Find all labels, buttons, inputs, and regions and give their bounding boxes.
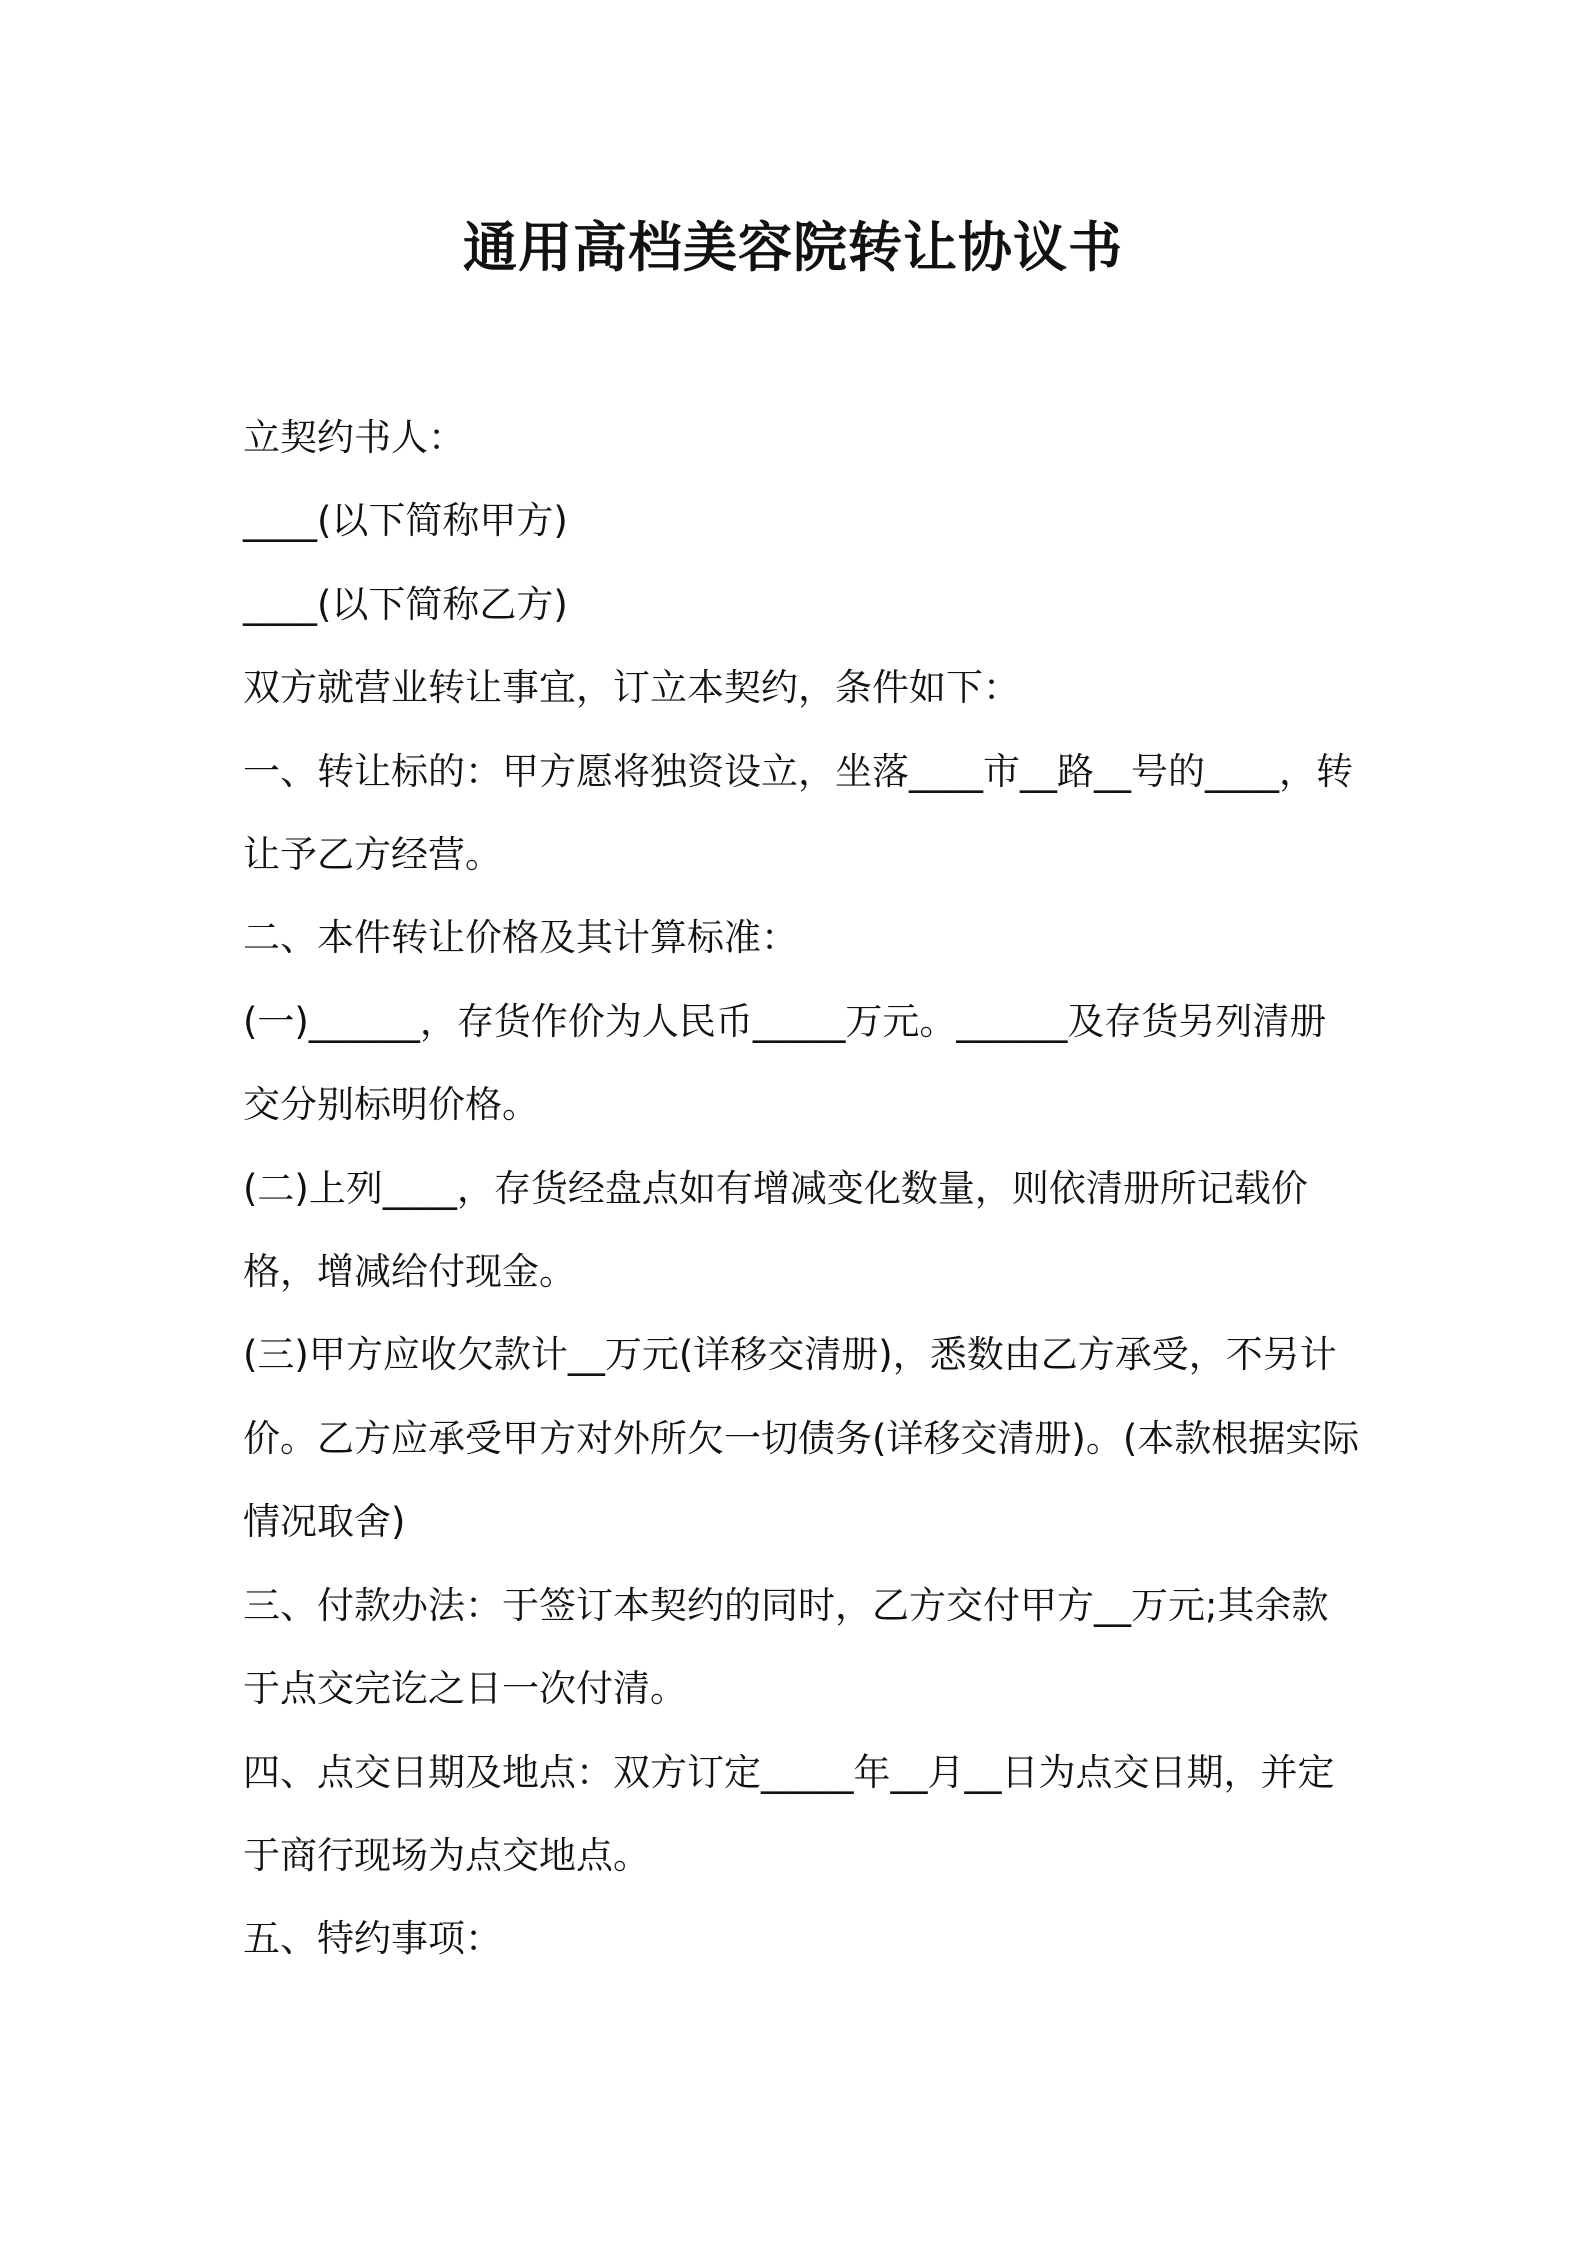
clause-payment: 三、付款办法：于签订本契约的同时，乙方交付甲方__万元;其余款于点交完讫之日一次付清。 <box>243 1583 1329 1711</box>
agreement-intro: 双方就营业转让事宜，订立本契约，条件如下： <box>243 666 1020 710</box>
clause-price-item-3: (三)甲方应收欠款计__万元(详移交清册)，悉数由乙方承受，不另计价。乙方应承受甲方对外所欠一切债务(详移交清册)。(本款根据实际情况取舍) <box>243 1333 1360 1544</box>
clause-price-heading: 二、本件转让价格及其计算标准： <box>243 916 798 960</box>
clause-transfer-object: 一、转让标的：甲方愿将独资设立，坐落____市__路__号的____，转让予乙方经营。 <box>243 749 1353 877</box>
clause-price-item-1: (一)______，存货作价为人民币_____万元。______及存货另列清册交分别标明价格。 <box>243 999 1327 1127</box>
party-b-line: ____(以下简称乙方) <box>243 582 568 626</box>
clause-handover-date-place: 四、点交日期及地点：双方订定_____年__月__日为点交日期，并定于商行现场为点交地点。 <box>243 1750 1335 1877</box>
document-title: 通用高档美容院转让协议书 <box>463 216 1123 279</box>
document-body <box>243 396 1363 1981</box>
clause-special-terms-heading: 五、特约事项： <box>243 1917 502 1961</box>
party-a-line: ____(以下简称甲方) <box>243 499 568 543</box>
contract-parties-heading: 立契约书人： <box>243 416 465 459</box>
clause-price-item-2: (二)上列____，存货经盘点如有增减变化数量，则依清册所记载价格，增减给付现金。 <box>243 1166 1308 1294</box>
